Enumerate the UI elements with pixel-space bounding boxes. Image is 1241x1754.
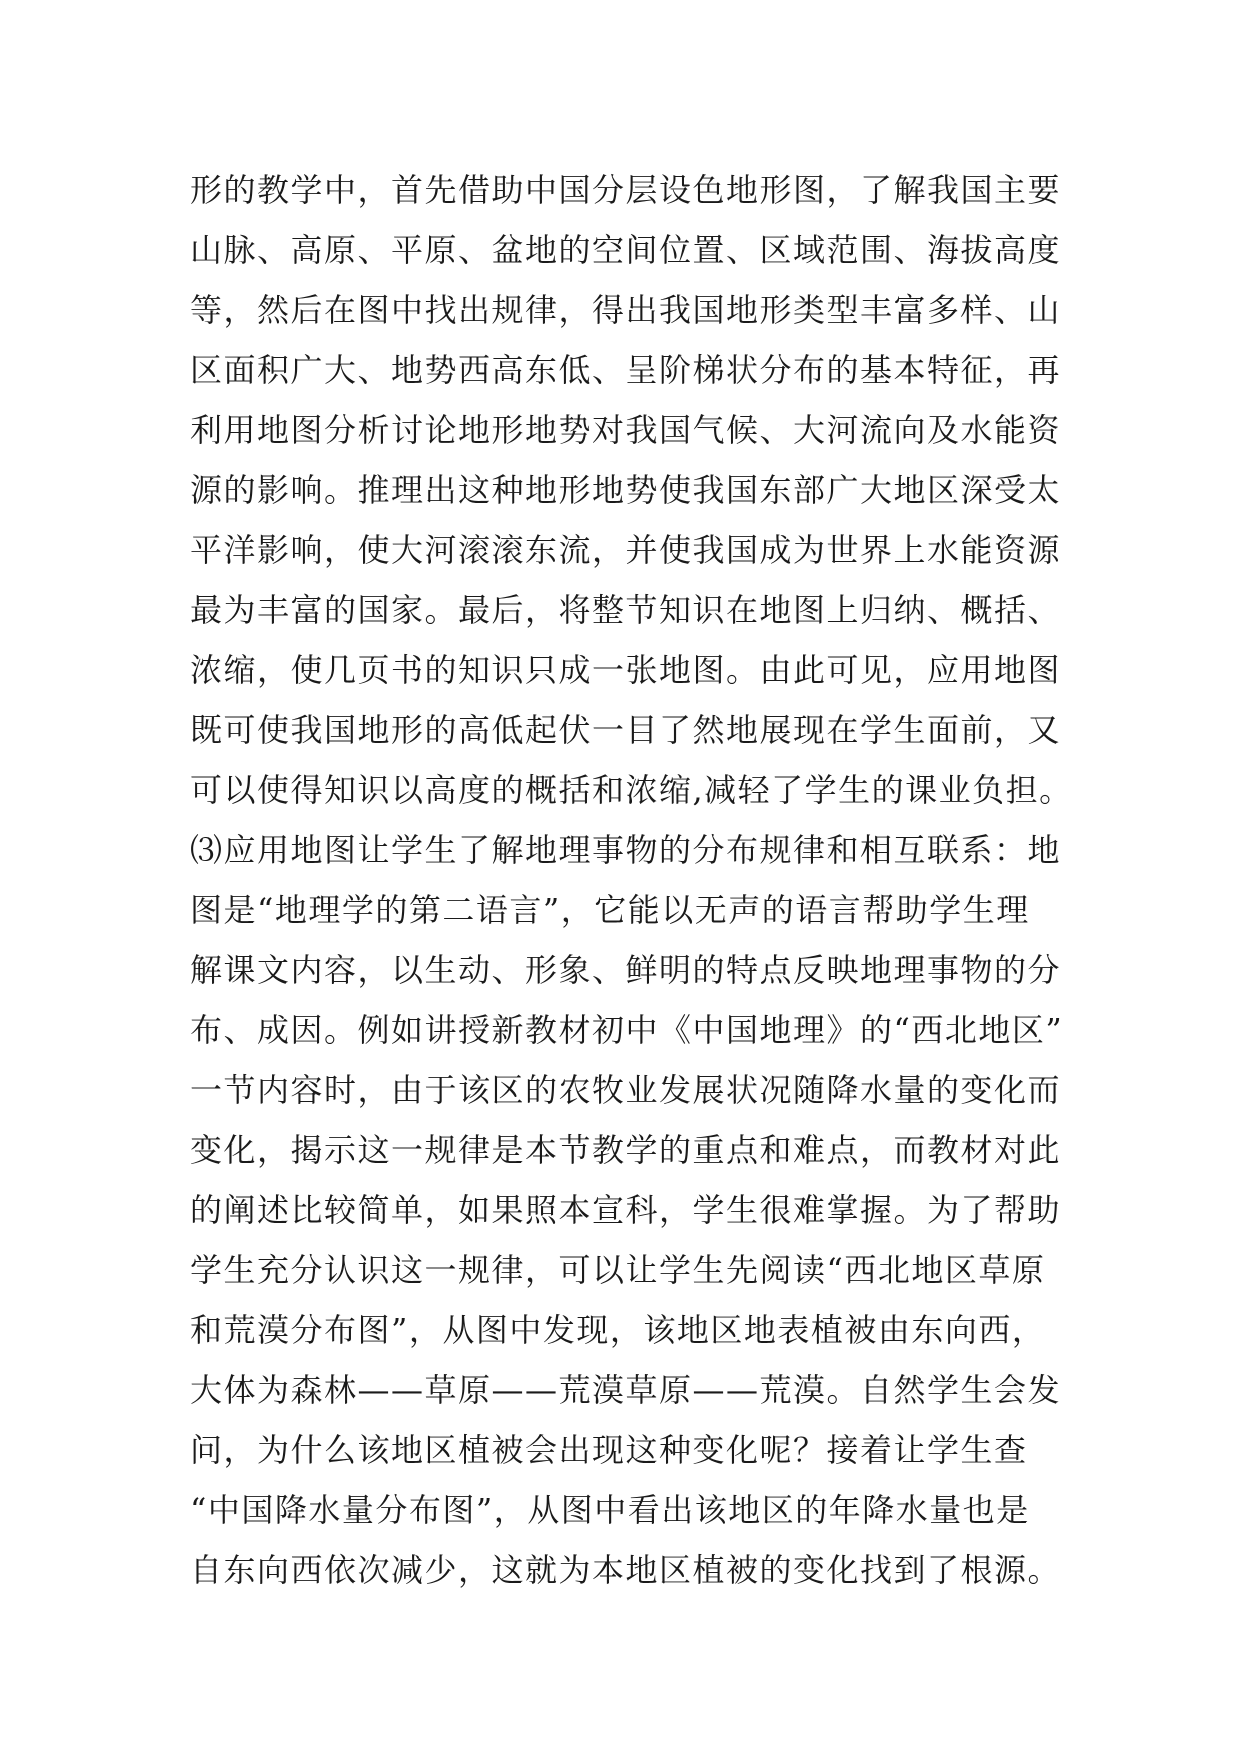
text-line-2: 山脉、高原、平原、盆地的空间位置、区域范围、海拔高度 xyxy=(190,231,1062,269)
text-line-12: ⑶应用地图让学生了解地理事物的分布规律和相互联系：地 xyxy=(190,831,1062,869)
body-text xyxy=(190,160,1090,1600)
text-line-13: 图是“地理学的第二语言”，它能以无声的语言帮助学生理 xyxy=(190,891,1030,929)
text-line-9: 浓缩，使几页书的知识只成一张地图。由此可见，应用地图 xyxy=(190,651,1062,689)
text-line-5: 利用地图分析讨论地形地势对我国气候、大河流向及水能资 xyxy=(190,411,1062,449)
text-line-15: 布、成因。例如讲授新教材初中《中国地理》的“西北地区” xyxy=(190,1011,1064,1049)
text-line-3: 等，然后在图中找出规律，得出我国地形类型丰富多样、山 xyxy=(190,291,1062,329)
text-line-24: 自东向西依次减少，这就为本地区植被的变化找到了根源。 xyxy=(190,1551,1062,1589)
text-line-11: 可以使得知识以高度的概括和浓缩,减轻了学生的课业负担。 xyxy=(190,771,1073,809)
text-line-20: 和荒漠分布图”，从图中发现，该地区地表植被由东向西， xyxy=(190,1311,1046,1349)
text-line-22: 问，为什么该地区植被会出现这种变化呢？接着让学生查 xyxy=(190,1431,1028,1469)
text-line-8: 最为丰富的国家。最后，将整节知识在地图上归纳、概括、 xyxy=(190,591,1062,629)
text-line-14: 解课文内容，以生动、形象、鲜明的特点反映地理事物的分 xyxy=(190,951,1062,989)
text-line-6: 源的影响。推理出这种地形地势使我国东部广大地区深受太 xyxy=(190,471,1062,509)
text-line-21: 大体为森林——草原——荒漠草原——荒漠。自然学生会发 xyxy=(190,1371,1062,1409)
text-line-23: “中国降水量分布图”，从图中看出该地区的年降水量也是 xyxy=(190,1491,1030,1529)
text-line-17: 变化，揭示这一规律是本节教学的重点和难点，而教材对此 xyxy=(190,1131,1062,1169)
text-line-10: 既可使我国地形的高低起伏一目了然地展现在学生面前，又 xyxy=(190,711,1062,749)
text-line-19: 学生充分认识这一规律，可以让学生先阅读“西北地区草原 xyxy=(190,1251,1046,1289)
text-line-1: 形的教学中，首先借助中国分层设色地形图，了解我国主要 xyxy=(190,171,1062,209)
text-line-16: 一节内容时，由于该区的农牧业发展状况随降水量的变化而 xyxy=(190,1071,1062,1109)
text-line-4: 区面积广大、地势西高东低、呈阶梯状分布的基本特征，再 xyxy=(190,351,1062,389)
text-line-7: 平洋影响，使大河滚滚东流，并使我国成为世界上水能资源 xyxy=(190,531,1062,569)
text-line-18: 的阐述比较简单，如果照本宣科，学生很难掌握。为了帮助 xyxy=(190,1191,1062,1229)
